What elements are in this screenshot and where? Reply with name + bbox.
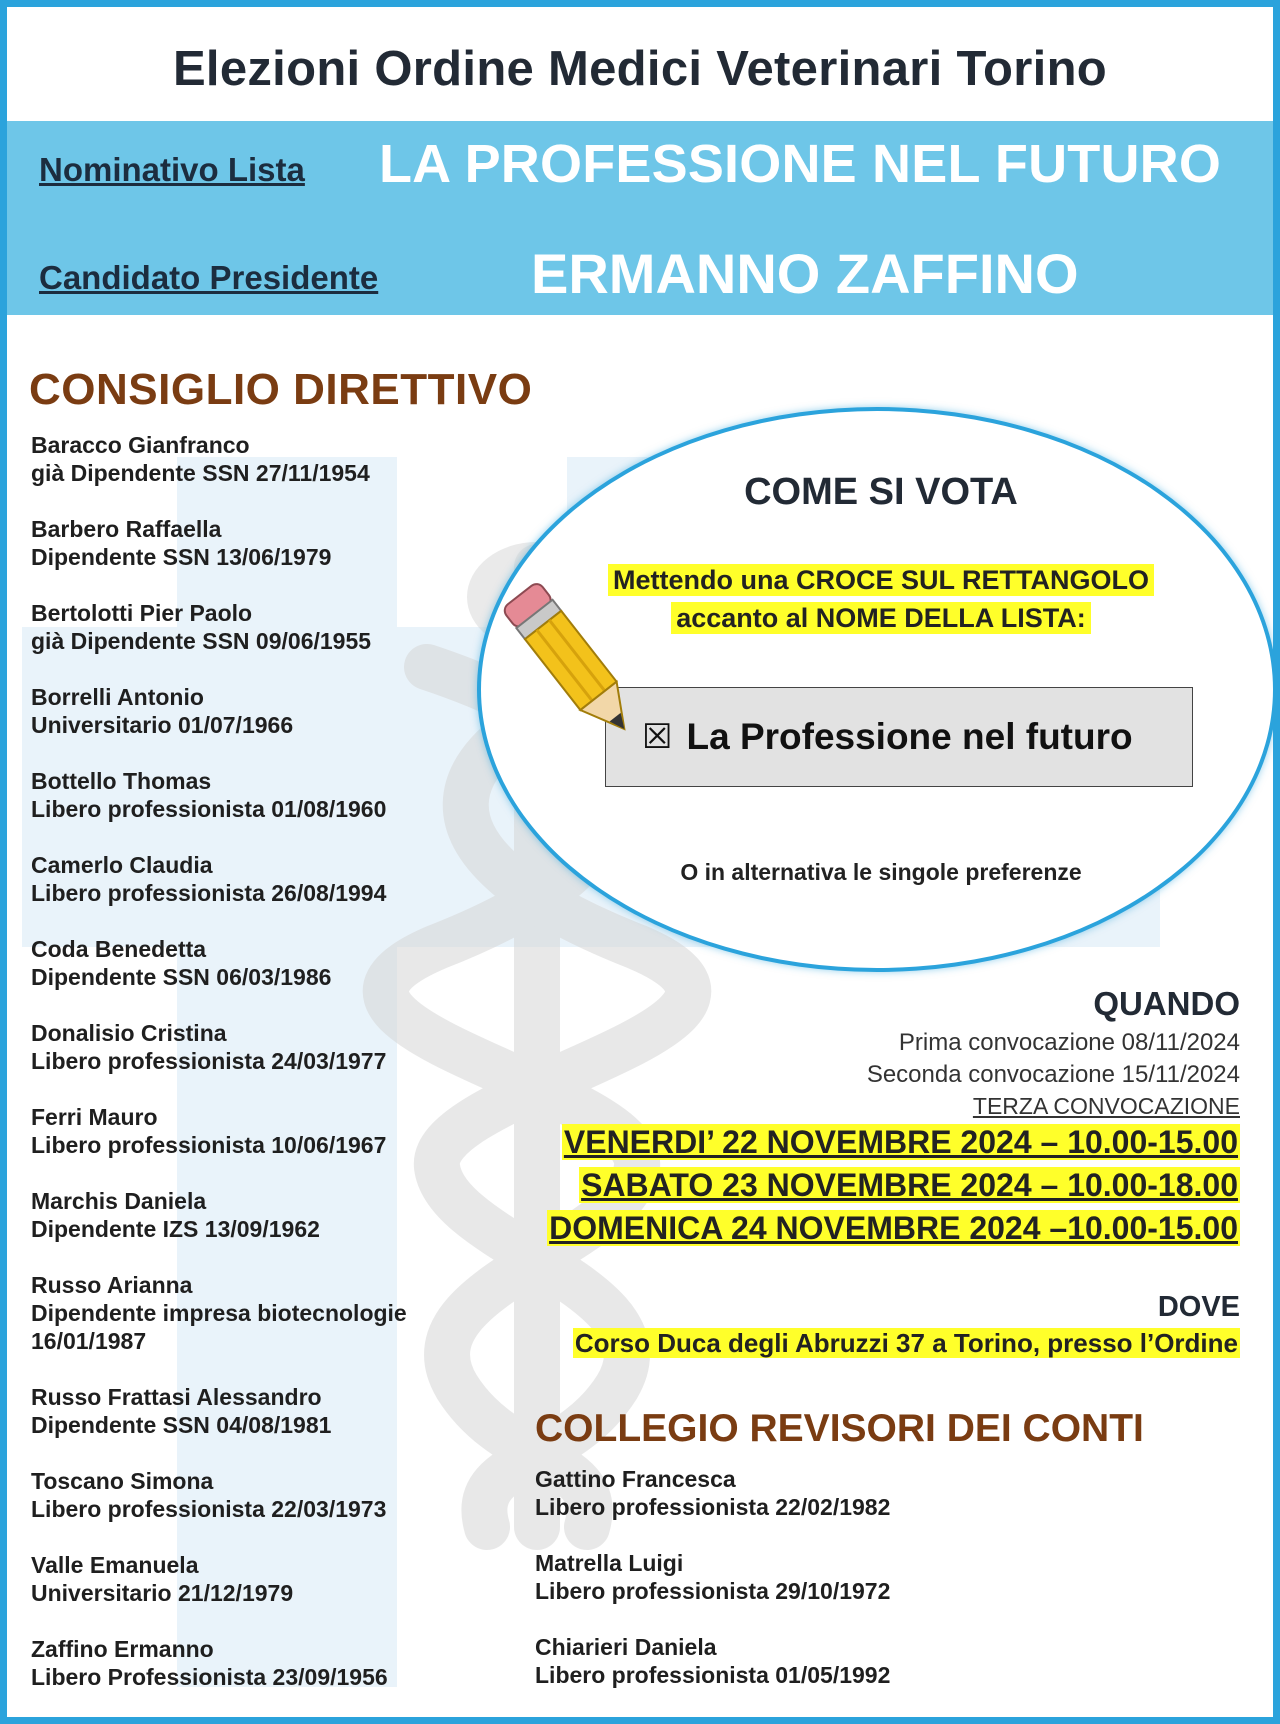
candidate-name: Ferri Mauro (31, 1104, 158, 1130)
vote-date-text: SABATO 23 NOVEMBRE 2024 – 10.00-18.00 (581, 1167, 1238, 1203)
candidate-item (31, 1383, 491, 1439)
candidate-item (31, 851, 491, 907)
candidate-info: Universitario 01/07/1966 (31, 712, 294, 738)
candidate-info: Dipendente SSN 04/08/1981 (31, 1412, 332, 1438)
revisori-title: COLLEGIO REVISORI DEI CONTI (535, 1407, 1144, 1450)
president-label: Candidato Presidente (39, 259, 379, 296)
revisor-name: Chiarieri Daniela (535, 1634, 717, 1660)
voting-alternative: O in alternativa le singole preferenze (680, 859, 1082, 885)
where-heading: DOVE (1157, 1291, 1240, 1323)
candidate-name: Camerlo Claudia (31, 852, 213, 878)
first-convocation: Prima convocazione 08/11/2024 (898, 1029, 1240, 1056)
candidate-list (31, 431, 491, 1719)
revisor-item (535, 1633, 1095, 1689)
where-address-text: Corso Duca degli Abruzzi 37 a Torino, presso l’Ordine (574, 1328, 1238, 1358)
candidate-info: Libero professionista 26/08/1994 (31, 880, 387, 906)
candidate-name: Baracco Gianfranco (31, 432, 250, 458)
candidate-item (31, 1551, 491, 1607)
president-name: ERMANNO ZAFFINO (531, 242, 1079, 305)
candidate-item (31, 431, 491, 487)
revisor-name: Matrella Luigi (535, 1550, 684, 1576)
candidate-info: Dipendente SSN 06/03/1986 (31, 964, 332, 990)
candidate-item (31, 1271, 491, 1355)
candidate-name: Russo Arianna (31, 1272, 193, 1298)
revisor-info: Libero professionista 22/02/1982 (535, 1494, 891, 1520)
candidate-info: Dipendente SSN 13/06/1979 (31, 544, 332, 570)
second-convocation: Seconda convocazione 15/11/2024 (866, 1061, 1240, 1088)
candidate-item (31, 1467, 491, 1523)
candidate-name: Russo Frattasi Alessandro (31, 1384, 322, 1410)
candidate-name: Barbero Raffaella (31, 516, 222, 542)
where-address (440, 1325, 1240, 1361)
candidate-info: Dipendente impresa biotecnologie (31, 1300, 407, 1326)
candidate-info-date: 16/01/1987 (31, 1328, 147, 1354)
revisor-info: Libero professionista 01/05/1992 (535, 1662, 891, 1688)
candidate-name: Coda Benedetta (31, 936, 207, 962)
candidate-name: Bottello Thomas (31, 768, 212, 794)
candidate-info: Libero professionista 24/03/1977 (31, 1048, 387, 1074)
revisor-info: Libero professionista 29/10/1972 (535, 1578, 891, 1604)
where-section (440, 1289, 1240, 1361)
vote-date-text: VENERDI’ 22 NOVEMBRE 2024 – 10.00-15.00 (563, 1124, 1238, 1160)
candidate-item (31, 1187, 491, 1243)
candidate-info: Libero professionista 22/03/1973 (31, 1496, 387, 1522)
list-banner (7, 121, 1273, 315)
vote-date (440, 1121, 1240, 1164)
candidate-info: Libero professionista 01/08/1960 (31, 796, 387, 822)
when-section (440, 985, 1240, 1250)
ballot-example (605, 687, 1193, 787)
voting-heading: COME SI VOTA (744, 471, 1018, 513)
candidate-item (31, 1635, 491, 1691)
vote-date (440, 1207, 1240, 1250)
candidate-info: Universitario 21/12/1979 (31, 1580, 294, 1606)
revisori-list (535, 1465, 1095, 1717)
candidate-item (31, 767, 491, 823)
consiglio-title: CONSIGLIO DIRETTIVO (29, 365, 533, 414)
candidate-item (31, 1019, 491, 1075)
vote-date (440, 1164, 1240, 1207)
revisor-name: Gattino Francesca (535, 1466, 736, 1492)
candidate-item (31, 515, 491, 571)
checked-box-icon: ☒ (642, 718, 673, 756)
candidate-name: Toscano Simona (31, 1468, 214, 1494)
when-heading: QUANDO (1093, 985, 1240, 1022)
candidate-name: Valle Emanuela (31, 1552, 199, 1578)
voting-instruction-line-2: accanto al NOME DELLA LISTA: (671, 602, 1091, 634)
candidate-name: Bertolotti Pier Paolo (31, 600, 253, 626)
pencil-icon (497, 577, 647, 747)
candidate-item (31, 599, 491, 655)
vote-date-text: DOMENICA 24 NOVEMBRE 2024 –10.00-15.00 (549, 1210, 1238, 1246)
list-label: Nominativo Lista (39, 151, 305, 188)
candidate-name: Marchis Daniela (31, 1188, 207, 1214)
page-title: Elezioni Ordine Medici Veterinari Torino (172, 42, 1108, 96)
ballot-label: La Professione nel futuro (686, 716, 1133, 757)
list-name: LA PROFESSIONE NEL FUTURO (379, 134, 1222, 194)
revisor-item (535, 1549, 1095, 1605)
candidate-item (31, 683, 491, 739)
revisor-item (535, 1465, 1095, 1521)
candidate-info: Libero Professionista 23/09/1956 (31, 1664, 388, 1690)
candidate-info: già Dipendente SSN 09/06/1955 (31, 628, 372, 654)
candidate-name: Borrelli Antonio (31, 684, 204, 710)
candidate-info: Libero professionista 10/06/1967 (31, 1132, 387, 1158)
candidate-name: Donalisio Cristina (31, 1020, 227, 1046)
voting-instruction-line-1: Mettendo una CROCE SUL RETTANGOLO (608, 564, 1154, 596)
third-convocation-label: TERZA CONVOCAZIONE (972, 1093, 1240, 1119)
candidate-item (31, 1103, 491, 1159)
candidate-name: Zaffino Ermanno (31, 1636, 214, 1662)
candidate-info: già Dipendente SSN 27/11/1954 (31, 460, 370, 486)
candidate-item (31, 935, 491, 991)
candidate-info: Dipendente IZS 13/09/1962 (31, 1216, 320, 1242)
